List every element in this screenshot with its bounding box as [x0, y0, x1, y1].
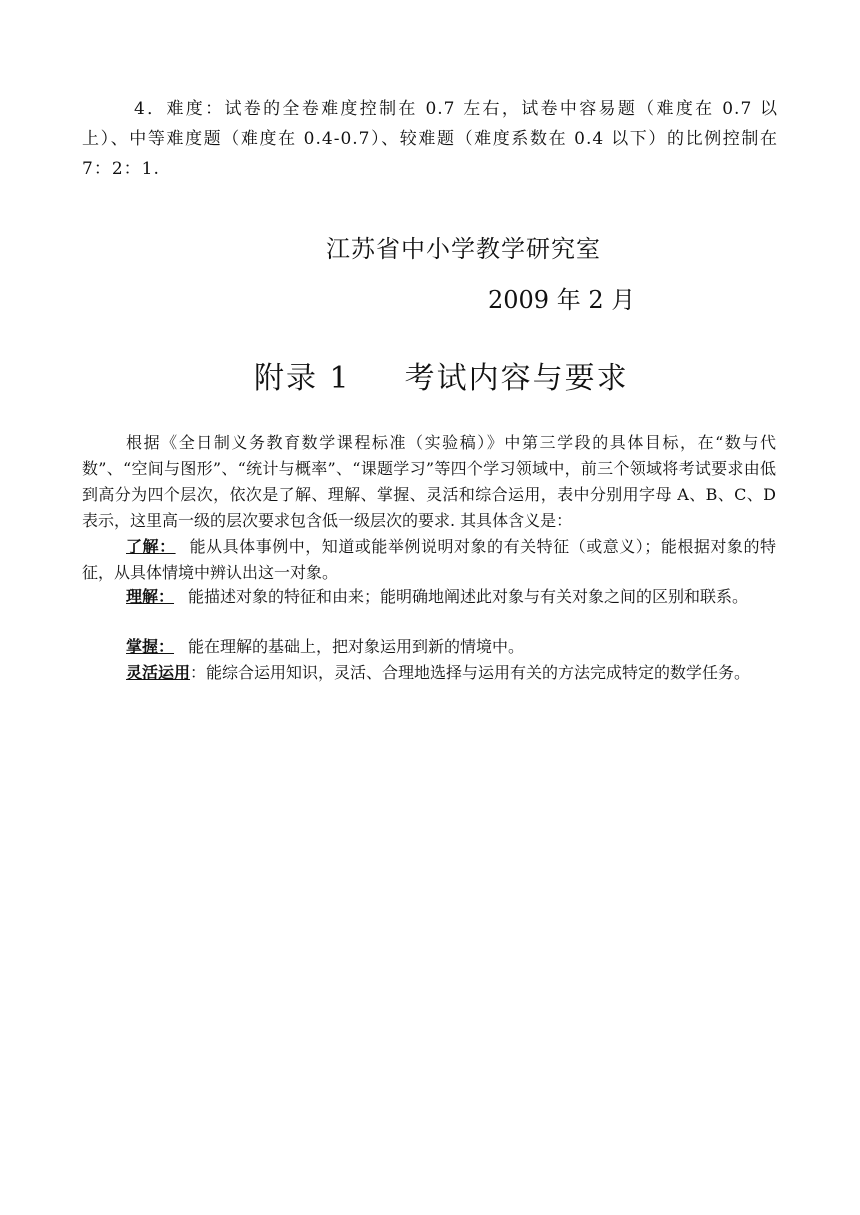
level-definition-understand: 能从具体事例中，知道或能举例说明对象的有关特征（或意义）；能根据对象的特征，从具体情境中辨认出这一对象。	[82, 537, 776, 582]
level-definition-flexible: ：能综合运用知识，灵活、合理地选择与运用有关的方法完成特定的数学任务。	[190, 663, 751, 682]
term-colon: ：	[158, 637, 175, 656]
level-definition-master: 能在理解的基础上，把对象运用到新的情境中。	[188, 637, 525, 656]
level-term-text: 掌握	[126, 637, 159, 656]
level-item-flexible	[82, 660, 776, 686]
level-term-text: 了解	[126, 537, 160, 556]
level-item-understand	[82, 534, 776, 586]
intro-paragraph: 根据《全日制义务教育数学课程标准（实验稿）》中第三学段的具体目标，在“数与代数”、“空间与图形”、“统计与概率”、“课题学习”等四个学习领域中，前三个领域将考试要求由低到高分为四个层次，依次是了解、理解、掌握、灵活和综合运用，表中分别用字母 A、B、C、D 表示，这里高一级的层次要求包含低一级层次的要求. 其具体含义是：	[82, 433, 776, 530]
term-colon: ：	[159, 537, 176, 556]
level-term-flexible: 灵活运用	[126, 663, 191, 682]
signature-date: 2009 年 2 月	[488, 286, 636, 314]
difficulty-paragraph: 4．难度：试卷的全卷难度控制在 0.7 左右，试卷中容易题（难度在 0.7 以上）、中等难度题（难度在 0.4-0.7）、较难题（难度系数在 0.4 以下）的比例控制在 7：2：1.	[82, 99, 778, 179]
level-item-master	[82, 634, 776, 660]
level-term-understand	[126, 537, 176, 556]
level-term-comprehend	[126, 587, 174, 606]
signature-org: 江苏省中小学教学研究室	[326, 235, 601, 263]
appendix-number: 附录 1	[254, 361, 351, 396]
level-term-text: 理解	[126, 587, 159, 606]
level-definition-comprehend: 能描述对象的特征和由来；能明确地阐述此对象与有关对象之间的区别和联系。	[188, 587, 749, 606]
level-term-master	[126, 637, 174, 656]
level-item-comprehend	[82, 584, 776, 610]
appendix-title	[254, 360, 629, 398]
appendix-heading: 考试内容与要求	[404, 361, 629, 396]
term-colon: ：	[158, 587, 175, 606]
